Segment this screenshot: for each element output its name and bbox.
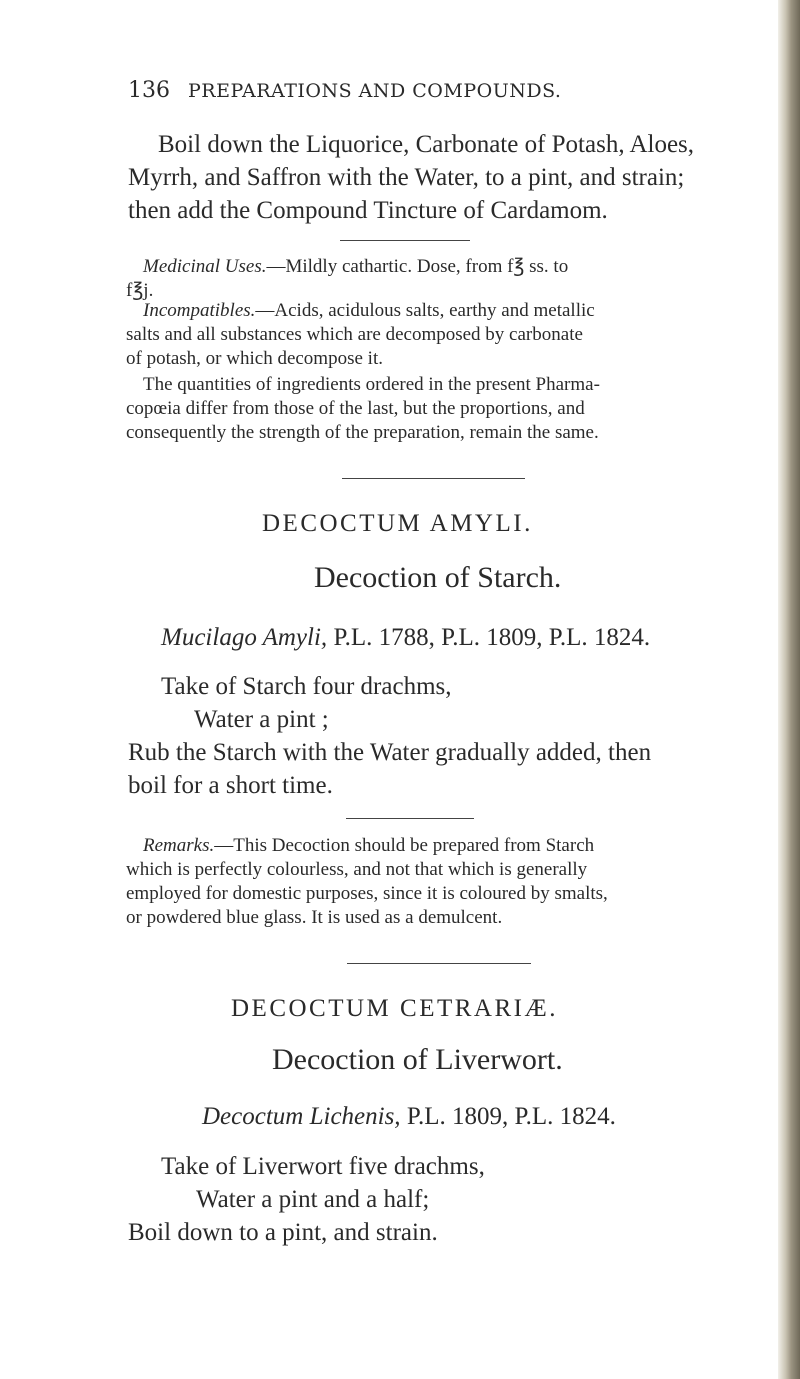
page-edge-shadow	[778, 0, 800, 1379]
section-divider-rule	[342, 478, 525, 479]
synonym-line-amyli	[161, 621, 650, 654]
running-title: PREPARATIONS AND COMPOUNDS.	[188, 80, 562, 102]
section-title-amyli: DECOCTUM AMYLI.	[262, 510, 533, 537]
recipe-line-4: boil for a short time.	[128, 772, 333, 799]
recipe2-line-1: Take of Liverwort five drachms,	[161, 1153, 485, 1180]
incompatibles-line-3: of potash, or which decompose it.	[126, 348, 383, 369]
remarks-line-3: employed for domestic purposes, since it is coloured by smalts,	[126, 883, 608, 904]
recipe2-line-3: Boil down to a pint, and strain.	[128, 1219, 438, 1246]
quantities-line-3: consequently the strength of the preparation, remain the same.	[126, 422, 599, 443]
recipe-line-3: Rub the Starch with the Water gradually added, then	[128, 739, 652, 766]
remarks-divider-rule	[346, 818, 474, 819]
remarks-line-2: which is perfectly colourless, and not that which is generally	[126, 859, 588, 880]
intro-line-3: then add the Compound Tincture of Cardamom.	[128, 197, 608, 224]
recipe-line-2: Water a pint ;	[194, 706, 329, 733]
remarks-line-1	[143, 833, 594, 858]
incompatibles-label: Incompatibles.	[143, 300, 256, 321]
quantities-line-2: copœia differ from those of the last, but the proportions, and	[126, 398, 585, 419]
medicinal-uses-text: —Mildly cathartic. Dose, from f℥ ss. to	[266, 256, 569, 277]
section-subtitle-starch: Decoction of Starch.	[314, 561, 562, 594]
recipe-line-1: Take of Starch four drachms,	[161, 673, 452, 700]
medicinal-uses-line	[143, 254, 568, 279]
quantities-line-1: The quantities of ingredients ordered in the present Pharma-	[143, 374, 600, 395]
remarks-label: Remarks.	[143, 835, 215, 856]
page-number: 136	[128, 78, 170, 103]
synonym-line-cetrariae	[202, 1100, 616, 1133]
medicinal-uses-continued: f℥j.	[126, 280, 154, 301]
section-title-cetrariae: DECOCTUM CETRARIÆ.	[231, 995, 558, 1022]
intro-line-1: Boil down the Liquorice, Carbonate of Potash, Aloes,	[158, 131, 695, 158]
section-divider-rule-2	[347, 963, 531, 964]
divider-rule	[340, 240, 470, 241]
remarks-line-4: or powdered blue glass. It is used as a demulcent.	[126, 907, 503, 928]
recipe2-line-2: Water a pint and a half;	[196, 1186, 430, 1213]
synonym-name: Mucilago Amyli,	[161, 624, 328, 651]
remarks-text: —This Decoction should be prepared from Starch	[214, 835, 595, 856]
incompatibles-text: —Acids, acidulous salts, earthy and metallic	[255, 300, 595, 321]
incompatibles-line-2: salts and all substances which are decomposed by carbonate	[126, 324, 583, 345]
synonym-refs-2: P.L. 1809, P.L. 1824.	[400, 1103, 616, 1130]
synonym-name-2: Decoctum Lichenis,	[202, 1103, 401, 1130]
medicinal-uses-label: Medicinal Uses.	[143, 256, 267, 277]
section-subtitle-liverwort: Decoction of Liverwort.	[272, 1043, 563, 1076]
running-header	[128, 78, 561, 103]
incompatibles-line	[143, 298, 595, 323]
intro-line-2: Myrrh, and Saffron with the Water, to a pint, and strain;	[128, 164, 685, 191]
synonym-refs: P.L. 1788, P.L. 1809, P.L. 1824.	[327, 624, 651, 651]
